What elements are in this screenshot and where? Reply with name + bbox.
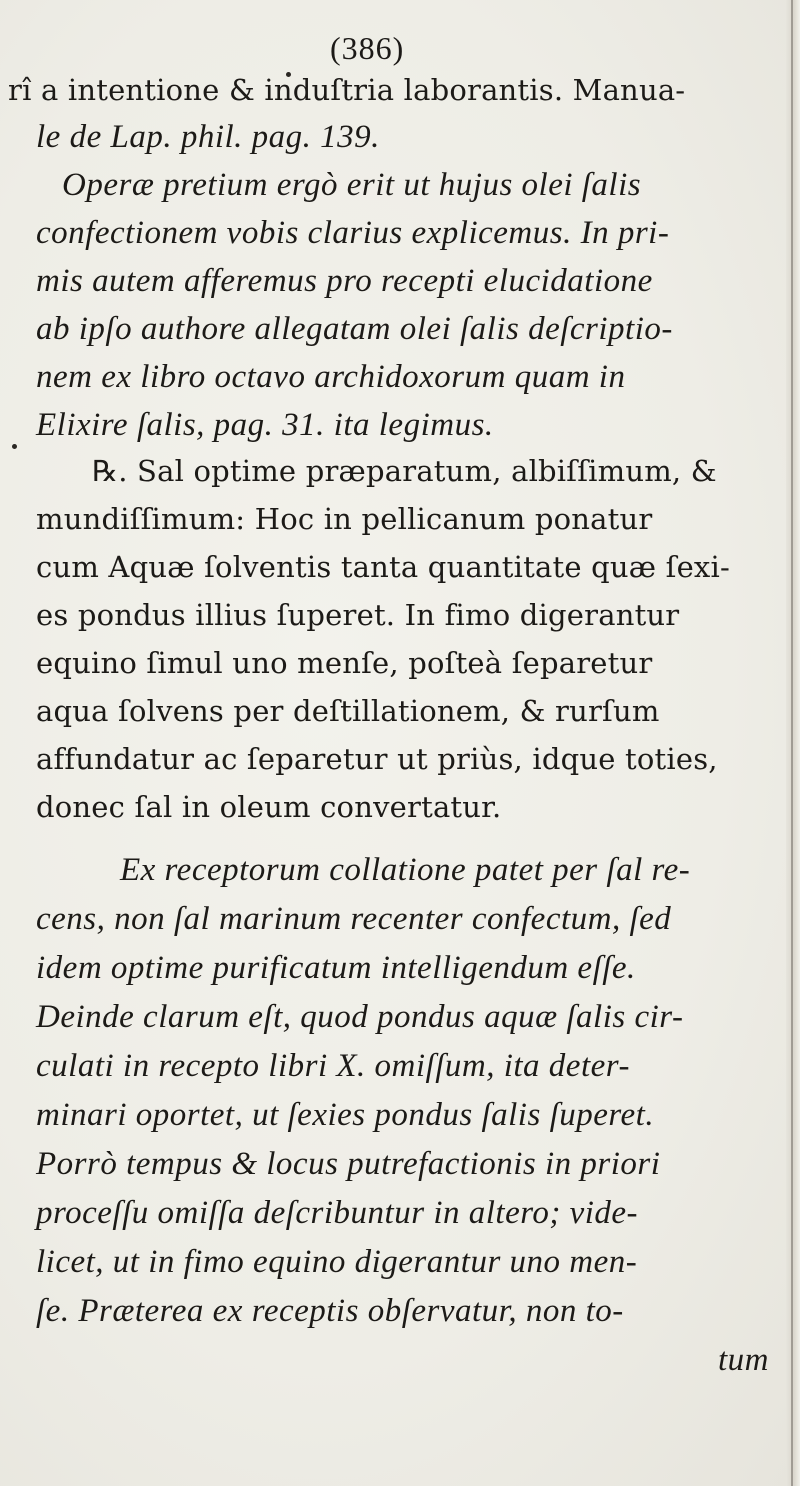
text-line: donec ſal in oleum convertatur. <box>36 790 502 824</box>
text-line <box>8 75 685 106</box>
text-line: minari oportet, ut ſexies pondus ſalis ſuperet. <box>36 1097 655 1133</box>
text-line: aqua ſolvens per deſtillationem, & rurſum <box>36 694 660 728</box>
page-number: (386) <box>330 30 405 66</box>
text-line: culati in recepto libri X. omiſſum, ita deter- <box>36 1048 630 1084</box>
text-line: Operæ pretium ergò erit ut hujus olei ſalis <box>62 167 642 203</box>
text-line: Porrò tempus & locus putrefactionis in priori <box>36 1146 661 1182</box>
text-line: le de Lap. phil. pag. 139. <box>36 119 380 155</box>
text-line: mundiſſimum: Hoc in pellicanum ponatur <box>36 502 653 536</box>
text-line: nem ex libro octavo archidoxorum quam in <box>36 359 626 395</box>
text-line: ℞. Sal optime præparatum, albiſſimum, & <box>92 454 717 488</box>
text-line: Deinde clarum eſt, quod pondus aquæ ſalis cir- <box>36 999 684 1035</box>
text-line: ab ipſo authore allegatam olei ſalis deſcriptio- <box>36 311 673 347</box>
text-line: cum Aquæ ſolventis tanta quantitate quæ ſexi- <box>36 550 730 584</box>
text-line: affundatur ac ſeparetur ut priùs, idque toties, <box>36 742 718 776</box>
text-line: mis autem afferemus pro recepti elucidatione <box>36 263 653 299</box>
text-line: idem optime purificatum intelligendum eſſe. <box>36 950 636 986</box>
text-line: equino ſimul uno menſe, poſteà ſeparetur <box>36 646 653 680</box>
text-line: es pondus illius ſuperet. In fimo digerantur <box>36 598 680 632</box>
text-line: ſe. Præterea ex receptis obſervatur, non to- <box>36 1293 624 1329</box>
line-text: rî a intentione & induſtria laborantis. Manua- <box>8 73 686 107</box>
catchword: tum <box>718 1342 769 1378</box>
gutter-edge <box>791 0 793 1486</box>
text-line: confectionem vobis clarius explicemus. In pri- <box>36 215 670 251</box>
text-line: cens, non ſal marinum recenter confectum, ſed <box>36 901 672 937</box>
ink-mark <box>12 444 17 449</box>
text-line: Ex receptorum collatione patet per ſal re- <box>120 852 691 888</box>
text-line: proceſſu omiſſa deſcribuntur in altero; vide- <box>36 1195 639 1231</box>
text-line: Elixire ſalis, pag. 31. ita legimus. <box>36 407 494 443</box>
text-line: licet, ut in fimo equino digerantur uno men- <box>36 1244 638 1280</box>
page-gutter <box>786 0 800 1486</box>
